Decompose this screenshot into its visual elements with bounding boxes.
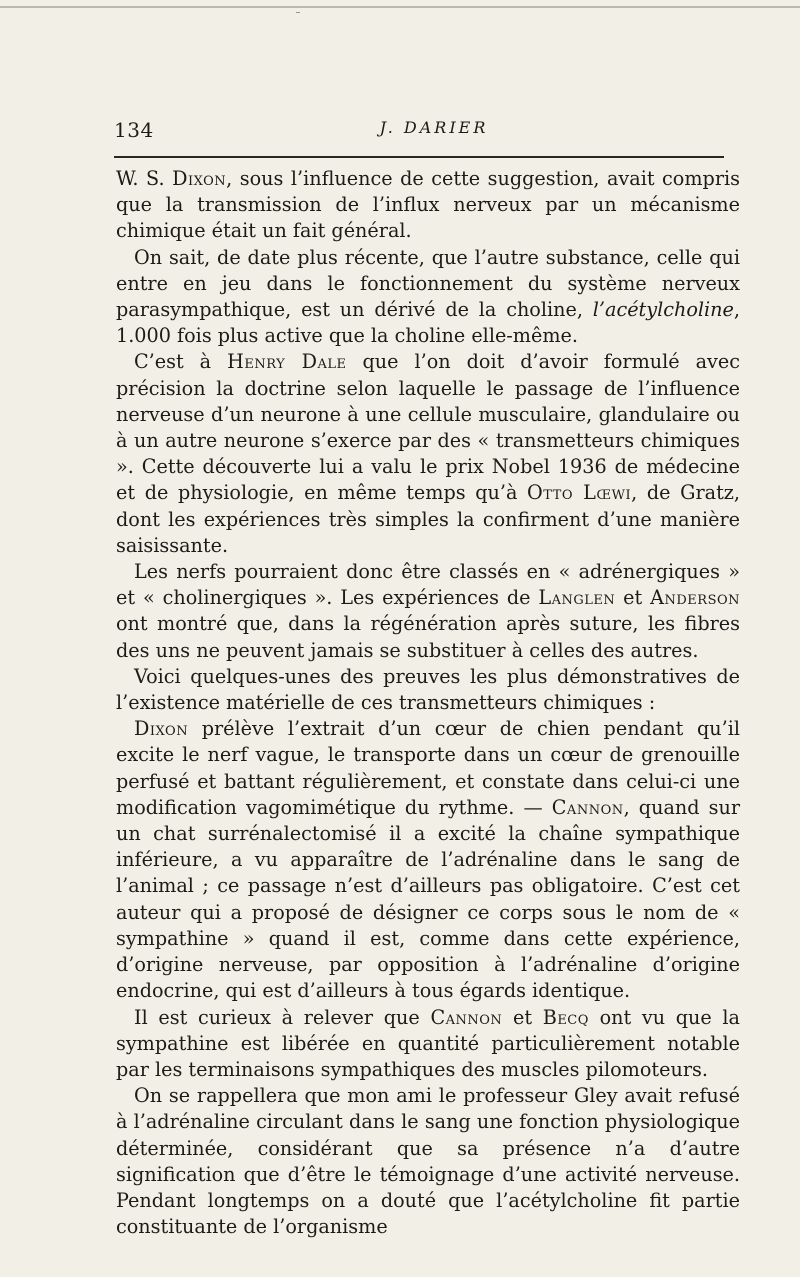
- header-rule: [114, 156, 724, 158]
- text-run: Il est curieux à relever que: [134, 1005, 431, 1029]
- text-run: prélève l’extrait d’un cœur de chien pendant qu’il excite le nerf vague, le transporte dans un cœur de grenouille perfusé et battant régulièrement, et constate dans celui-ci une modification vagomimétique du rythme. —: [116, 717, 740, 819]
- author-name: Dixon: [172, 167, 227, 190]
- paragraph: [116, 166, 740, 245]
- text-run: , quand sur un chat surrénalectomisé il a excité la chaîne sympathique inférieure, a vu apparaître de l’adrénaline dans le sang de l’animal ; ce passage n’est d’ailleurs pas obligatoire. C’est cet auteur qui a proposé de désigner ce corps sous le nom de « sympathine » quand il est, comme dans cette expérience, d’origine nerveuse, par opposition à l’adrénaline d’origine endocrine, qui est d’ailleurs à tous égards identique.: [116, 795, 740, 1003]
- text-run: On sait, de date plus récente, que l’autre substance, celle qui entre en jeu dans le fonctionnement du système nerveux parasympathique, est un dérivé de la choline,: [116, 245, 740, 322]
- text-run: , de Gratz, dont les expériences très simples la confirment d’une manière saisissante.: [116, 481, 740, 557]
- text-run: ont montré que, dans la régénération après suture, les fibres des uns ne peuvent jamais se substituer à celles des autres.: [116, 612, 740, 662]
- author-name: Otto Lœwi: [527, 481, 632, 505]
- text-run: Les nerfs pourraient donc être classés en « adrénergiques » et « cholinergiques ». Les expériences de: [116, 560, 740, 610]
- author-name: Cannon: [430, 1005, 503, 1029]
- print-mark: [296, 12, 300, 13]
- text-run: et: [615, 586, 651, 610]
- text-run: et: [502, 1005, 543, 1029]
- text-run: ont vu que la sympathine est libérée en quantité particulièrement notable par les terminaisons sympathiques des muscles pilomoteurs.: [116, 1005, 740, 1081]
- author-name: Becq: [542, 1005, 589, 1029]
- author-name: Langlen: [538, 586, 616, 610]
- text-run: , 1.000 fois plus active que la choline elle-même.: [116, 298, 740, 348]
- paragraph: [116, 664, 740, 716]
- paragraph: [116, 716, 740, 1004]
- author-name: Cannon: [551, 795, 624, 819]
- text-run: C’est à: [134, 350, 228, 374]
- text-run: Voici quelques-unes des preuves les plus démonstratives de l’existence matérielle de ces transmetteurs chimiques :: [116, 664, 740, 715]
- body-text: [116, 166, 740, 1240]
- paragraph: [116, 559, 740, 664]
- author-name: Henry Dale: [227, 350, 347, 374]
- text-run: , sous l’influence de cette suggestion, avait compris que la transmission de l’influx nerveux par un mécanisme chimique était un fait général.: [116, 167, 740, 243]
- page-number: 134: [114, 118, 154, 142]
- term-emphasis: l’acétylcholine: [592, 298, 734, 322]
- text-run: que l’on doit d’avoir formulé avec précision la doctrine selon laquelle le passage de l’influence nerveuse d’un neurone à une cellule musculaire, glandulaire ou à un autre neurone s’exerce par des « transmetteurs chimiques ». Cette découverte lui a valu le prix Nobel 1936 de médecine et de physiologie, en même temps qu’à: [116, 350, 740, 505]
- top-edge-line: [0, 6, 800, 8]
- paragraph: [116, 1083, 740, 1240]
- paragraph: [116, 245, 740, 350]
- page-header: [114, 118, 734, 142]
- running-head: J. DARIER: [379, 118, 489, 137]
- author-name: Anderson: [650, 586, 741, 610]
- text-run: W. S.: [116, 167, 173, 190]
- paragraph: [116, 1005, 740, 1084]
- paragraph: [116, 349, 740, 559]
- text-run: On se rappellera que mon ami le professeur Gley avait refusé à l’adrénaline circulant dans le sang une fonction physiologique déterminée, considérant que sa présence n’a d’autre signification que d’être le témoignage d’une activité nerveuse. Pendant longtemps on a douté que l’acétylcholine fit partie constituante de l’organisme: [116, 1084, 740, 1239]
- author-name: Dixon: [134, 717, 189, 741]
